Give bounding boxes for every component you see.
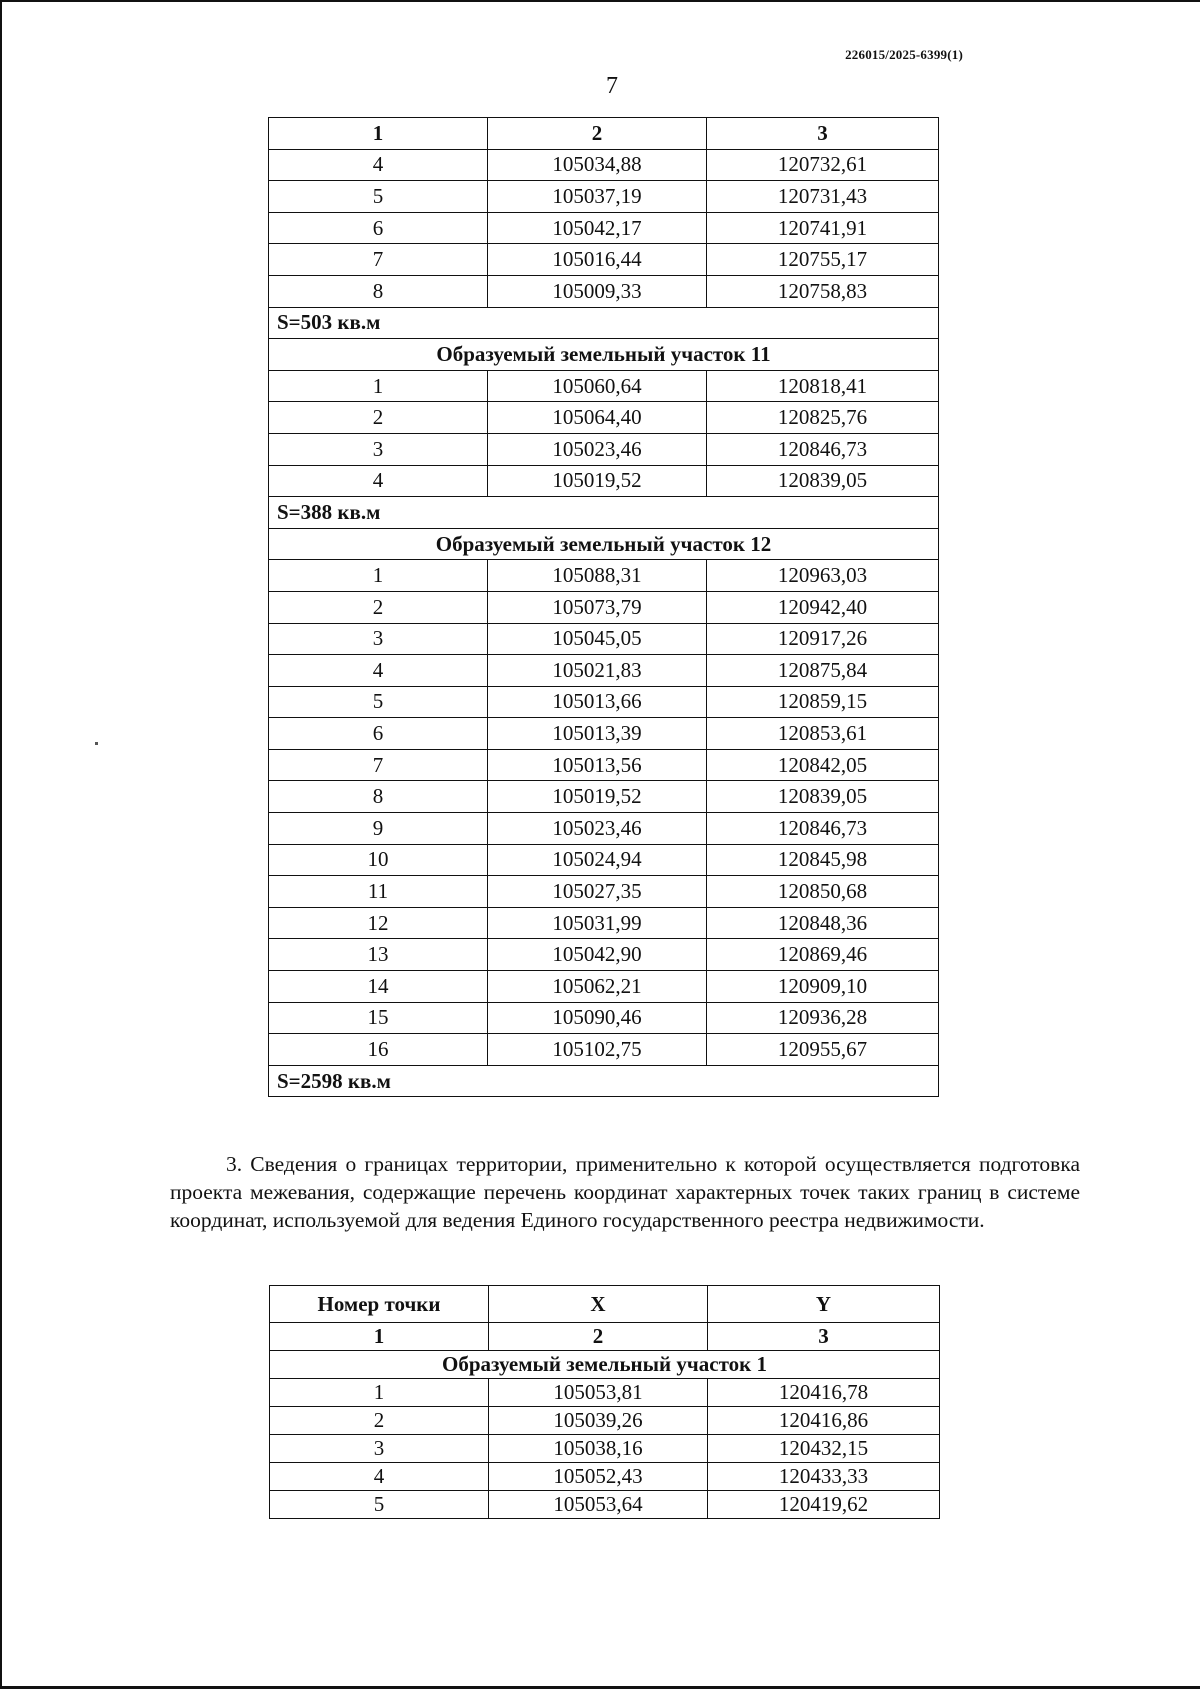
- x-coordinate-cell: 105062,21: [488, 971, 707, 1003]
- column-number-cell: 2: [488, 118, 707, 150]
- y-coordinate-cell: 120842,05: [707, 749, 939, 781]
- table-row: [269, 718, 939, 750]
- y-coordinate-cell: 120845,98: [707, 844, 939, 876]
- y-coordinate-cell: 120850,68: [707, 876, 939, 908]
- land-plot-section-title: Образуемый земельный участок 11: [269, 339, 939, 371]
- point-number-cell: 1: [269, 560, 488, 592]
- y-coordinate-cell: 120818,41: [707, 370, 939, 402]
- y-coordinate-cell: 120416,78: [708, 1379, 940, 1407]
- x-coordinate-cell: 105088,31: [488, 560, 707, 592]
- table-row: [269, 244, 939, 276]
- x-coordinate-cell: 105013,56: [488, 749, 707, 781]
- point-number-cell: 4: [270, 1463, 489, 1491]
- table-row: [270, 1491, 940, 1519]
- y-coordinate-cell: 120419,62: [708, 1491, 940, 1519]
- y-coordinate-cell: 120433,33: [708, 1463, 940, 1491]
- y-coordinate-cell: 120869,46: [707, 939, 939, 971]
- x-coordinate-cell: 105016,44: [488, 244, 707, 276]
- point-number-cell: 10: [269, 844, 488, 876]
- section-title-row: [270, 1351, 940, 1379]
- section-3-paragraph: [170, 1150, 1080, 1234]
- table-row: [269, 370, 939, 402]
- header-row: [270, 1286, 940, 1323]
- point-number-cell: 15: [269, 1002, 488, 1034]
- table-row: [269, 623, 939, 655]
- x-coordinate-cell: 105021,83: [488, 655, 707, 687]
- y-coordinate-cell: 120432,15: [708, 1435, 940, 1463]
- table-row: [269, 844, 939, 876]
- table-row: [269, 149, 939, 181]
- land-plot-section-title: Образуемый земельный участок 1: [270, 1351, 940, 1379]
- point-number-cell: 4: [269, 655, 488, 687]
- table-row: [270, 1379, 940, 1407]
- table-row: [269, 433, 939, 465]
- point-number-cell: 6: [269, 718, 488, 750]
- y-coordinate-cell: 120732,61: [707, 149, 939, 181]
- column-number-cell: 3: [707, 118, 939, 150]
- area-row: [269, 307, 939, 339]
- point-number-cell: 6: [269, 212, 488, 244]
- y-coordinate-cell: 120758,83: [707, 275, 939, 307]
- column-header: Номер точки: [270, 1286, 489, 1323]
- point-number-cell: 13: [269, 939, 488, 971]
- y-coordinate-cell: 120416,86: [708, 1407, 940, 1435]
- table-row: [269, 939, 939, 971]
- x-coordinate-cell: 105031,99: [488, 907, 707, 939]
- point-number-cell: 11: [269, 876, 488, 908]
- table-row: [269, 1002, 939, 1034]
- y-coordinate-cell: 120859,15: [707, 686, 939, 718]
- x-coordinate-cell: 105024,94: [488, 844, 707, 876]
- table-row: [269, 907, 939, 939]
- table-row: [269, 591, 939, 623]
- table-row: [270, 1463, 940, 1491]
- y-coordinate-cell: 120955,67: [707, 1034, 939, 1066]
- point-number-cell: 14: [269, 971, 488, 1003]
- table-row: [269, 275, 939, 307]
- x-coordinate-cell: 105102,75: [488, 1034, 707, 1066]
- y-coordinate-cell: 120825,76: [707, 402, 939, 434]
- scan-speck: [95, 742, 98, 745]
- point-number-cell: 5: [269, 686, 488, 718]
- land-plot-section-title: Образуемый земельный участок 12: [269, 528, 939, 560]
- point-number-cell: 2: [269, 591, 488, 623]
- x-coordinate-cell: 105042,90: [488, 939, 707, 971]
- column-number-cell: 1: [270, 1323, 489, 1351]
- point-number-cell: 12: [269, 907, 488, 939]
- y-coordinate-cell: 120741,91: [707, 212, 939, 244]
- x-coordinate-cell: 105042,17: [488, 212, 707, 244]
- table-row: [269, 212, 939, 244]
- y-coordinate-cell: 120963,03: [707, 560, 939, 592]
- x-coordinate-cell: 105023,46: [488, 813, 707, 845]
- x-coordinate-cell: 105045,05: [488, 623, 707, 655]
- x-coordinate-cell: 105019,52: [488, 781, 707, 813]
- column-number-cell: 1: [269, 118, 488, 150]
- column-header: X: [489, 1286, 708, 1323]
- y-coordinate-cell: 120909,10: [707, 971, 939, 1003]
- table-row: [269, 749, 939, 781]
- x-coordinate-cell: 105013,39: [488, 718, 707, 750]
- x-coordinate-cell: 105039,26: [489, 1407, 708, 1435]
- y-coordinate-cell: 120875,84: [707, 655, 939, 687]
- point-number-cell: 3: [269, 433, 488, 465]
- point-number-cell: 3: [270, 1435, 489, 1463]
- x-coordinate-cell: 105034,88: [488, 149, 707, 181]
- area-value: S=503 кв.м: [269, 307, 939, 339]
- area-row: [269, 1065, 939, 1097]
- scan-border-top: [0, 0, 1200, 2]
- table-row: [269, 402, 939, 434]
- column-number-row: [270, 1323, 940, 1351]
- point-number-cell: 7: [269, 244, 488, 276]
- boundary-coordinates-table: [269, 1285, 940, 1519]
- table-row: [269, 560, 939, 592]
- point-number-cell: 2: [270, 1407, 489, 1435]
- x-coordinate-cell: 105090,46: [488, 1002, 707, 1034]
- point-number-cell: 1: [270, 1379, 489, 1407]
- section-title-row: [269, 339, 939, 371]
- table-row: [270, 1407, 940, 1435]
- boundary-table-body: [270, 1286, 940, 1519]
- table-row: [269, 876, 939, 908]
- section-title-row: [269, 528, 939, 560]
- point-number-cell: 4: [269, 465, 488, 497]
- page-number: 7: [606, 73, 618, 99]
- y-coordinate-cell: 120846,73: [707, 813, 939, 845]
- x-coordinate-cell: 105019,52: [488, 465, 707, 497]
- table-row: [269, 465, 939, 497]
- table-row: [269, 971, 939, 1003]
- area-value: S=388 кв.м: [269, 497, 939, 529]
- x-coordinate-cell: 105027,35: [488, 876, 707, 908]
- table-row: [269, 813, 939, 845]
- x-coordinate-cell: 105053,81: [489, 1379, 708, 1407]
- y-coordinate-cell: 120942,40: [707, 591, 939, 623]
- x-coordinate-cell: 105038,16: [489, 1435, 708, 1463]
- point-number-cell: 5: [269, 181, 488, 213]
- y-coordinate-cell: 120848,36: [707, 907, 939, 939]
- area-row: [269, 497, 939, 529]
- table-row: [269, 655, 939, 687]
- x-coordinate-cell: 105053,64: [489, 1491, 708, 1519]
- column-number-cell: 2: [489, 1323, 708, 1351]
- y-coordinate-cell: 120936,28: [707, 1002, 939, 1034]
- y-coordinate-cell: 120755,17: [707, 244, 939, 276]
- x-coordinate-cell: 105013,66: [488, 686, 707, 718]
- y-coordinate-cell: 120731,43: [707, 181, 939, 213]
- y-coordinate-cell: 120917,26: [707, 623, 939, 655]
- column-number-row: [269, 118, 939, 150]
- coordinates-table-body: [269, 118, 939, 1097]
- column-header: Y: [708, 1286, 940, 1323]
- table-row: [270, 1435, 940, 1463]
- x-coordinate-cell: 105023,46: [488, 433, 707, 465]
- x-coordinate-cell: 105073,79: [488, 591, 707, 623]
- y-coordinate-cell: 120853,61: [707, 718, 939, 750]
- point-number-cell: 16: [269, 1034, 488, 1066]
- table-row: [269, 781, 939, 813]
- x-coordinate-cell: 105037,19: [488, 181, 707, 213]
- y-coordinate-cell: 120846,73: [707, 433, 939, 465]
- y-coordinate-cell: 120839,05: [707, 781, 939, 813]
- point-number-cell: 9: [269, 813, 488, 845]
- table-row: [269, 686, 939, 718]
- x-coordinate-cell: 105064,40: [488, 402, 707, 434]
- document-registration-number: 226015/2025-6399(1): [845, 47, 963, 62]
- section-3-text: 3. Сведения о границах территории, применительно к которой осуществляется подготовка проекта межевания, содержащие перечень координат характерных точек таких границ в системе координат, используемой для ведения Единого государственного реестра недвижимости.: [170, 1152, 1080, 1232]
- x-coordinate-cell: 105052,43: [489, 1463, 708, 1491]
- x-coordinate-cell: 105009,33: [488, 275, 707, 307]
- point-number-cell: 2: [269, 402, 488, 434]
- column-number-cell: 3: [708, 1323, 940, 1351]
- point-number-cell: 3: [269, 623, 488, 655]
- point-number-cell: 5: [270, 1491, 489, 1519]
- table-row: [269, 1034, 939, 1066]
- y-coordinate-cell: 120839,05: [707, 465, 939, 497]
- point-number-cell: 7: [269, 749, 488, 781]
- scan-border-left: [0, 0, 2, 1689]
- coordinates-table-continued: [268, 117, 939, 1097]
- point-number-cell: 1: [269, 370, 488, 402]
- point-number-cell: 8: [269, 781, 488, 813]
- x-coordinate-cell: 105060,64: [488, 370, 707, 402]
- point-number-cell: 4: [269, 149, 488, 181]
- point-number-cell: 8: [269, 275, 488, 307]
- area-value: S=2598 кв.м: [269, 1065, 939, 1097]
- table-row: [269, 181, 939, 213]
